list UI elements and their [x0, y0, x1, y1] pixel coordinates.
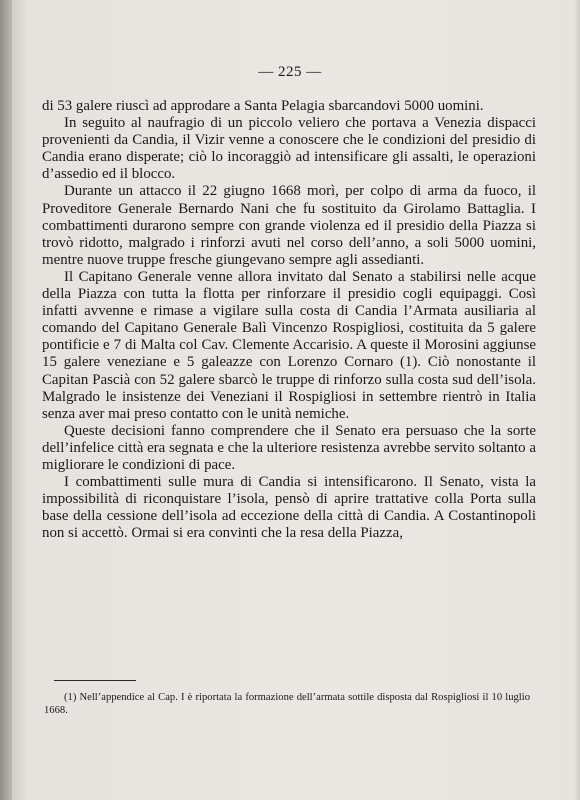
binding-gutter	[0, 0, 12, 800]
page-edge	[574, 0, 580, 800]
paragraph-2: In seguito al naufragio di un piccolo veliero che portava a Venezia dispacci provenienti da Candia, il Vizir venne a conoscere che le condizioni del presidio di Candia erano disperate; ciò lo incoraggiò ad intensificare gli assalti, le operazioni d’assedio ed il blocco.	[42, 115, 536, 183]
paragraph-1: di 53 galere riuscì ad approdare a Santa Pelagia sbarcandovi 5000 uomini.	[42, 98, 484, 114]
paragraph-5: Queste decisioni fanno comprendere che il Senato era persuaso che la sorte dell’infelice città era segnata e che la ulteriore resistenza avrebbe servito soltanto a migliorare le condizioni di pace.	[42, 422, 536, 473]
footnote: (1) Nell’appendice al Cap. I è riportata la formazione dell’armata sottile disposta dal Rospigliosi il 10 luglio 1668.	[44, 692, 530, 717]
footnote-rule	[54, 680, 136, 681]
page-number: — 225 —	[258, 64, 322, 80]
paragraph-6: I combattimenti sulle mura di Candia si intensificarono. Il Senato, vista la impossibilità di riconquistare l’isola, pensò di aprire trattative colla Porta sulla base della cessione dell’isola ad eccezione della città di Candia. A Costantinopoli non si accettò. Ormai si era convinti che la resa della Piazza,	[42, 474, 536, 542]
paragraph-3: Durante un attacco il 22 giugno 1668 morì, per colpo di arma da fuoco, il Proveditore Generale Bernardo Nani che fu sostituito da Girolamo Battaglia. I combattimenti durarono sempre con grande violenza ed il presidio della Piazza si trovò ridotto, malgrado i rinforzi avuti nel corso dell’anno, a soli 5000 uomini, mentre nuove truppe fresche giungevano sempre agli assedianti.	[42, 183, 536, 268]
body-text	[42, 98, 536, 542]
paragraph-4: Il Capitano Generale venne allora invitato dal Senato a stabilirsi nelle acque della Piazza con tutta la flotta per rinforzare il presidio cogli equipaggi. Così infatti avvenne e rimase a vigilare sulla costa di Candia l’Armata ausiliaria al comando del Capitano Generale Balì Vincenzo Rospigliosi, costituita da 5 galere pontificie e 7 di Malta col Cav. Clemente Accarisio. A queste il Morosini aggiunse 15 galere veneziane e 5 galeazze con Lorenzo Cornaro (1). Ciò nonostante il Capitan Pascià con 52 galere sbarcò le truppe di rinforzo sulla costa sud dell’isola. Malgrado le insistenze dei Veneziani il Rospigliosi in settembre rientrò in Italia senza aver mai preso contatto con le unità nemiche.	[42, 268, 536, 422]
